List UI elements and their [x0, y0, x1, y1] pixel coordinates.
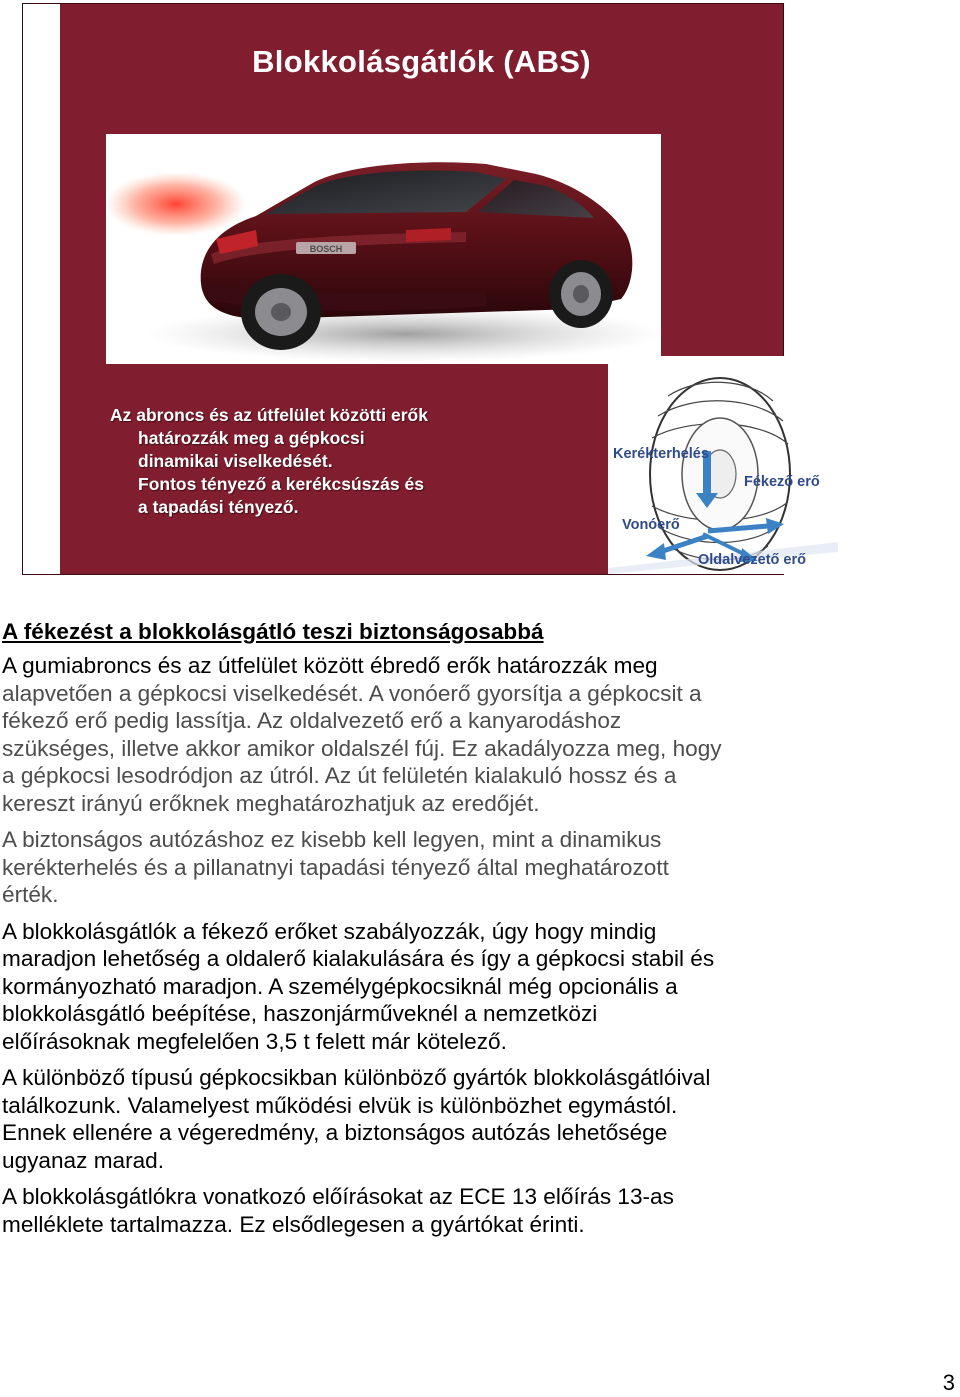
slide-bullet-line: határozzák meg a gépkocsi [138, 428, 365, 448]
label-wheel-load: Kerékterhelés [613, 446, 709, 462]
tire-illustration [608, 356, 838, 574]
paragraph-line: szükséges, illetve akkor amikor oldalszél fúj. Ez akadályozza meg, hogy [2, 735, 722, 761]
paragraph-line: kereszt irányú erőknek meghatározhatjuk az eredőjét. [2, 790, 540, 816]
slide-bullet-line: a tapadási tényező. [138, 497, 299, 517]
presentation-slide [22, 3, 820, 575]
slide-background [60, 4, 820, 574]
label-braking-force: Fékező erő [744, 474, 820, 490]
slide-bullet-line: Az abroncs és az útfelület közötti erők [110, 405, 428, 425]
slide-title: Blokkolásgátlók (ABS) [252, 44, 591, 79]
label-side-force: Oldalvezető erő [698, 552, 806, 568]
paragraph-line: A blokkolásgátlók a fékező erőket szabályozzák, úgy hogy mindig [2, 918, 657, 944]
paragraph-line: alapvetően a gépkocsi viselkedését. A vonóerő gyorsítja a gépkocsit a [2, 680, 702, 706]
paragraph-line: érték. [2, 882, 59, 907]
paragraph [2, 826, 942, 909]
paragraph [2, 652, 942, 817]
page-number: 3 [942, 1370, 955, 1395]
paragraph-line: kerékterhelés és a pillanatnyi tapadási tényező által meghatározott [2, 854, 669, 880]
tire-force-diagram [608, 356, 838, 574]
paragraph-line: találkozunk. Valamelyest működési elvük is különbözhet egymástól. [2, 1092, 678, 1118]
paragraph-line: előírásoknak megfelelően 3,5 t felett már kötelező. [2, 1028, 507, 1054]
paragraph-line: maradjon lehetőség a oldalerő kialakulására és így a gépkocsi stabil és [2, 946, 715, 971]
paragraph-line: a gépkocsi lesodródjon az útról. Az út felületén kialakuló hossz és a [2, 763, 677, 788]
paragraph-line: A biztonságos autózáshoz ez kisebb kell legyen, mint a dinamikus [2, 827, 662, 852]
slide-bullet-line: dinamikai viselkedését. [138, 451, 333, 471]
paragraph-line: kormányozható maradjon. A személygépkocsiknál még opcionális a [2, 973, 678, 999]
paragraph [2, 1064, 942, 1174]
slide-bullet-text [110, 404, 440, 519]
slide-bullet-line: Fontos tényező a kerékcsúszás és [138, 474, 424, 494]
paragraph [2, 918, 942, 1056]
label-traction-force: Vonóerő [622, 517, 680, 533]
paragraph-line: melléklete tartalmazza. Ez elsődlegesen a gyártókat érinti. [2, 1211, 585, 1237]
paragraph-line: A gumiabroncs és az útfelület között ébredő erők határozzák meg [2, 653, 658, 678]
document-body [2, 618, 942, 1247]
car-illustration [106, 134, 661, 364]
section-heading: A fékezést a blokkolásgátló teszi biztonságosabbá [2, 619, 544, 644]
paragraph-line: A különböző típusú gépkocsikban különböző gyártók blokkolásgátlóival [2, 1065, 711, 1090]
paragraph-line: ugyanaz marad. [2, 1147, 165, 1173]
car-photo [106, 134, 661, 364]
paragraph-line: A blokkolásgátlókra vonatkozó előírásokat az ECE 13 előírás 13-as [2, 1184, 674, 1209]
paragraph-line: Ennek ellenére a végeredmény, a biztonságos autózás lehetősége [2, 1120, 668, 1145]
paragraph [2, 1183, 942, 1238]
paragraph-line: fékező erő pedig lassítja. Az oldalvezető erő a kanyarodáshoz [2, 708, 622, 733]
car-badge-text: BOSCH [309, 244, 343, 254]
paragraph-line: blokkolásgátló beépítése, haszonjárműveknél a nemzetközi [2, 1001, 598, 1026]
